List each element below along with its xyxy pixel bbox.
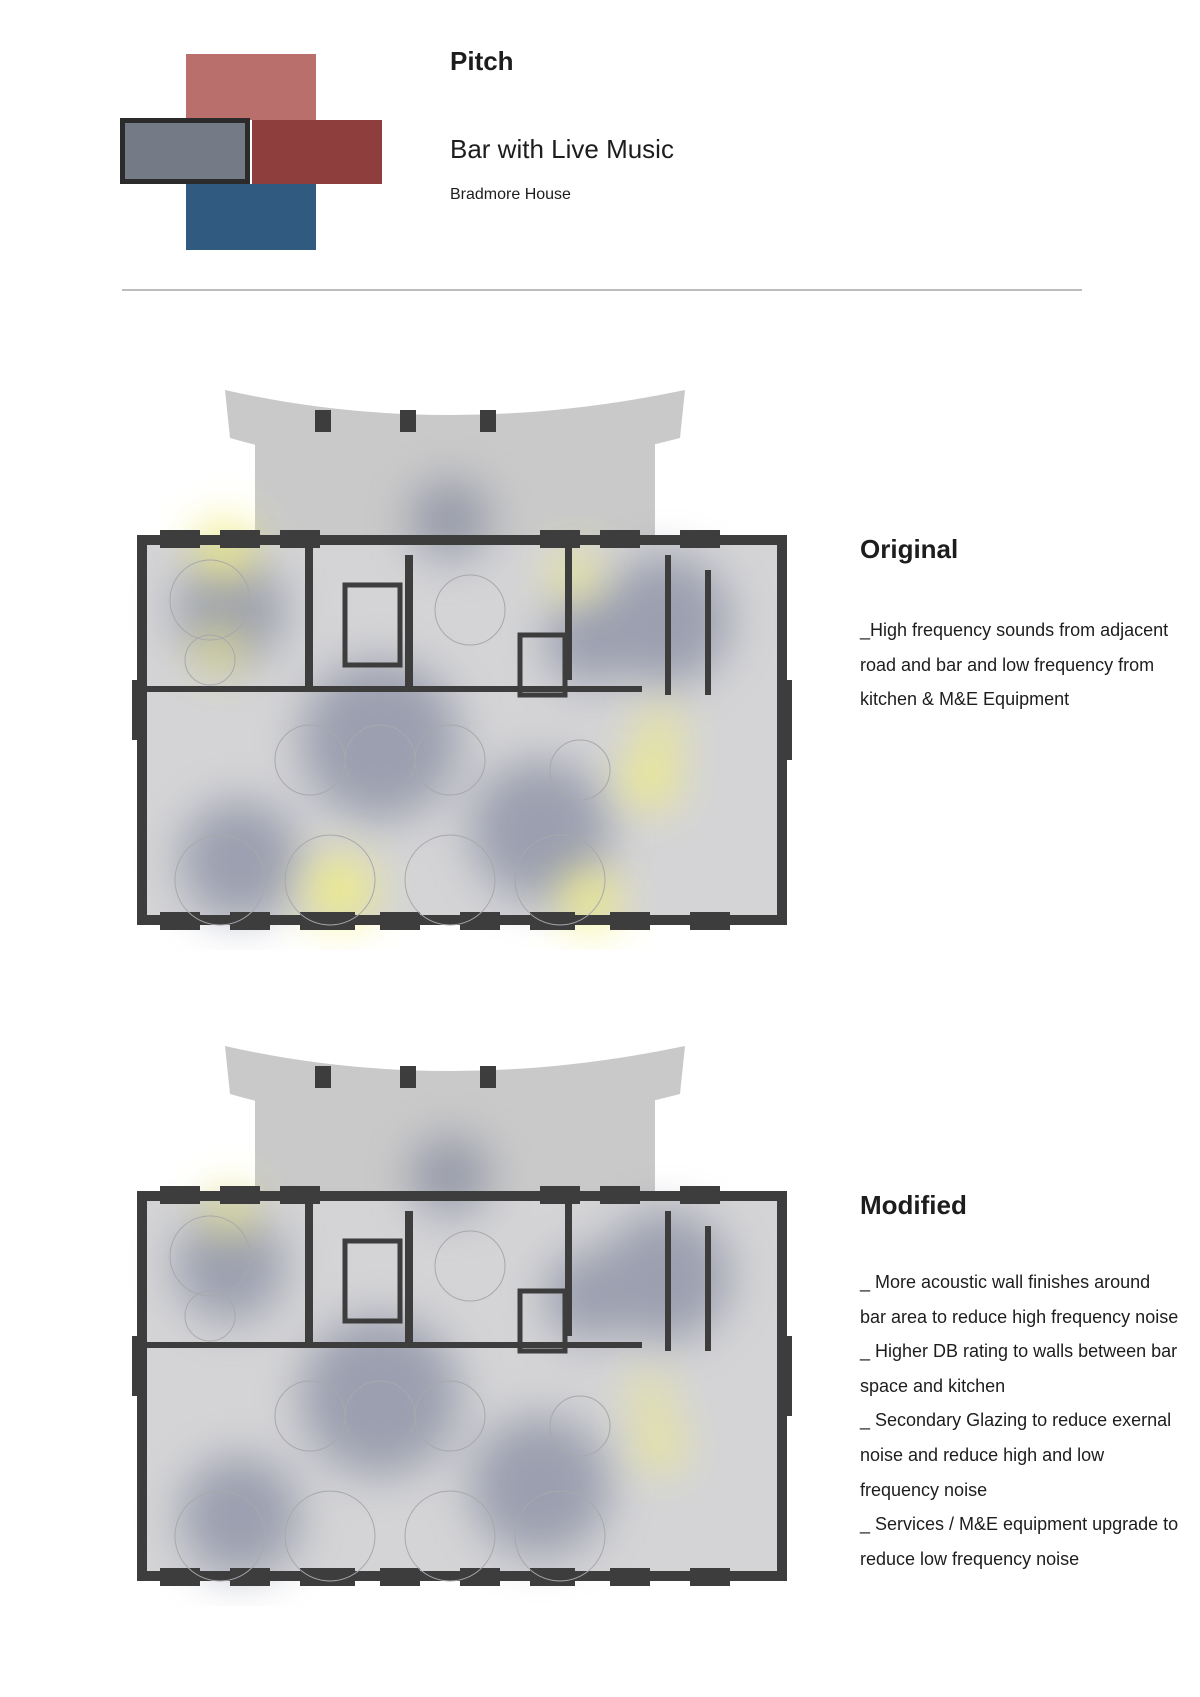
original-heading: Original xyxy=(860,534,959,564)
page-subtitle: Bar with Live Music xyxy=(450,134,674,164)
modified-note: _ Higher DB rating to walls between bar space and kitchen xyxy=(860,1341,1178,1396)
floor-plan-original xyxy=(120,380,810,950)
high-frequency-spot xyxy=(638,1424,682,1468)
logo-block-right xyxy=(252,120,382,184)
header-divider xyxy=(122,289,1082,291)
modified-heading: Modified xyxy=(860,1190,967,1220)
logo-block-bottom xyxy=(186,184,316,250)
floor-plan-svg xyxy=(120,1036,810,1606)
original-note: _High frequency sounds from adjacent road and bar and low frequency from kitchen & M&E Equipment xyxy=(860,620,1169,710)
high-frequency-spot xyxy=(198,628,242,672)
modified-note: _ Secondary Glazing to reduce exernal noise and reduce high and low frequency noise xyxy=(860,1410,1172,1500)
high-frequency-spot xyxy=(553,553,597,597)
logo-block-top xyxy=(186,54,316,120)
floor-plan-modified xyxy=(120,1036,810,1606)
high-frequency-spot xyxy=(632,1378,668,1414)
logo-block-left xyxy=(120,118,250,184)
high-frequency-spot xyxy=(622,752,678,808)
high-frequency-spot xyxy=(195,520,255,580)
modified-notes xyxy=(860,1265,1180,1576)
modified-note: _ More acoustic wall finishes around bar area to reduce high frequency noise xyxy=(860,1272,1179,1327)
original-notes xyxy=(860,613,1180,717)
modified-note: _ Services / M&E equipment upgrade to reduce low frequency noise xyxy=(860,1514,1179,1569)
logo-mark xyxy=(120,54,382,250)
project-location: Bradmore House xyxy=(450,186,571,203)
page-title: Pitch xyxy=(450,46,514,76)
high-frequency-spot xyxy=(640,710,680,750)
floor-plan-svg xyxy=(120,380,810,950)
